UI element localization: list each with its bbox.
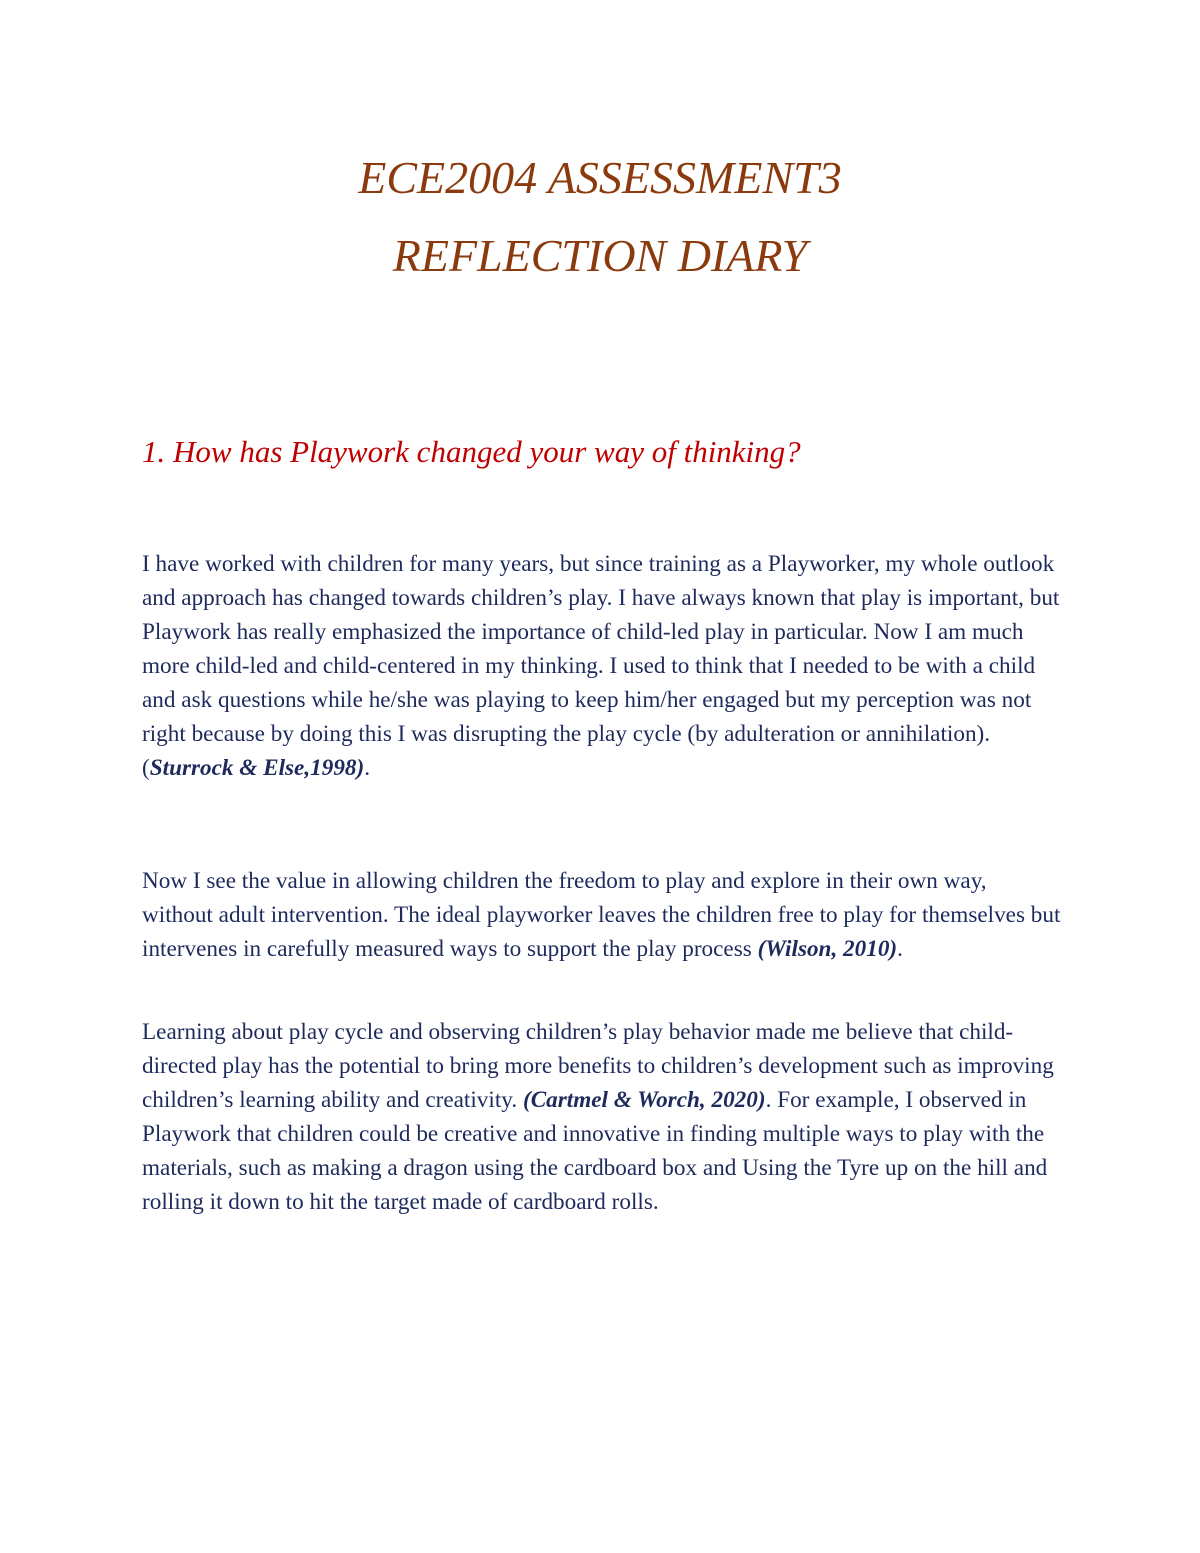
paragraph-3-after: . For example, I observed in Playwork that children could be creative and innovative in finding multiple ways to play with the materials, such as making a dragon using the cardboard box and Using the Tyre up on the hill and rolling it down to hit the target made of cardboard rolls. [142, 1087, 1048, 1215]
question-heading: 1. How has Playwork changed your way of thinking? [142, 434, 801, 469]
paragraph-2-after: . [897, 936, 903, 962]
paragraph-1-text: I have worked with children for many years, but since training as a Playworker, my whole outlook and approach has changed towards children’s play. I have always known that play is important, but Playwork has really emphasized the importance of child-led play in particular. Now I am much more child-led and child-centered in my thinking. I used to think that I needed to be with a child and ask questions while he/she was playing to keep him/her engaged but my perception was not right because by doing this I was disrupting the play cycle (by adulteration or annihilation). ( [142, 551, 1060, 781]
paragraph-1 [142, 547, 1062, 785]
paragraph-1-after: . [364, 755, 371, 781]
paragraph-2 [142, 864, 1062, 966]
paragraph-2-citation: (Wilson, 2010) [757, 936, 898, 962]
paragraph-3-citation: (Cartmel & Worch, 2020) [522, 1087, 766, 1113]
paragraph-3-text: Learning about play cycle and observing children’s play behavior made me believe that child-directed play has the potential to bring more benefits to children’s development such as improving children’s learning ability and creativity. [142, 1019, 1054, 1113]
document-title-line-2: REFLECTION DIARY [392, 230, 808, 281]
document-title-line-1: ECE2004 ASSESSMENT3 [358, 152, 842, 203]
paragraph-1-citation: Sturrock & Else,1998) [149, 755, 365, 781]
paragraph-2-text: Now I see the value in allowing children the freedom to play and explore in their own way, without adult intervention. The ideal playworker leaves the children free to play for themselves but intervenes in carefully measured ways to support the play process [142, 868, 1061, 962]
paragraph-3 [142, 1015, 1062, 1219]
